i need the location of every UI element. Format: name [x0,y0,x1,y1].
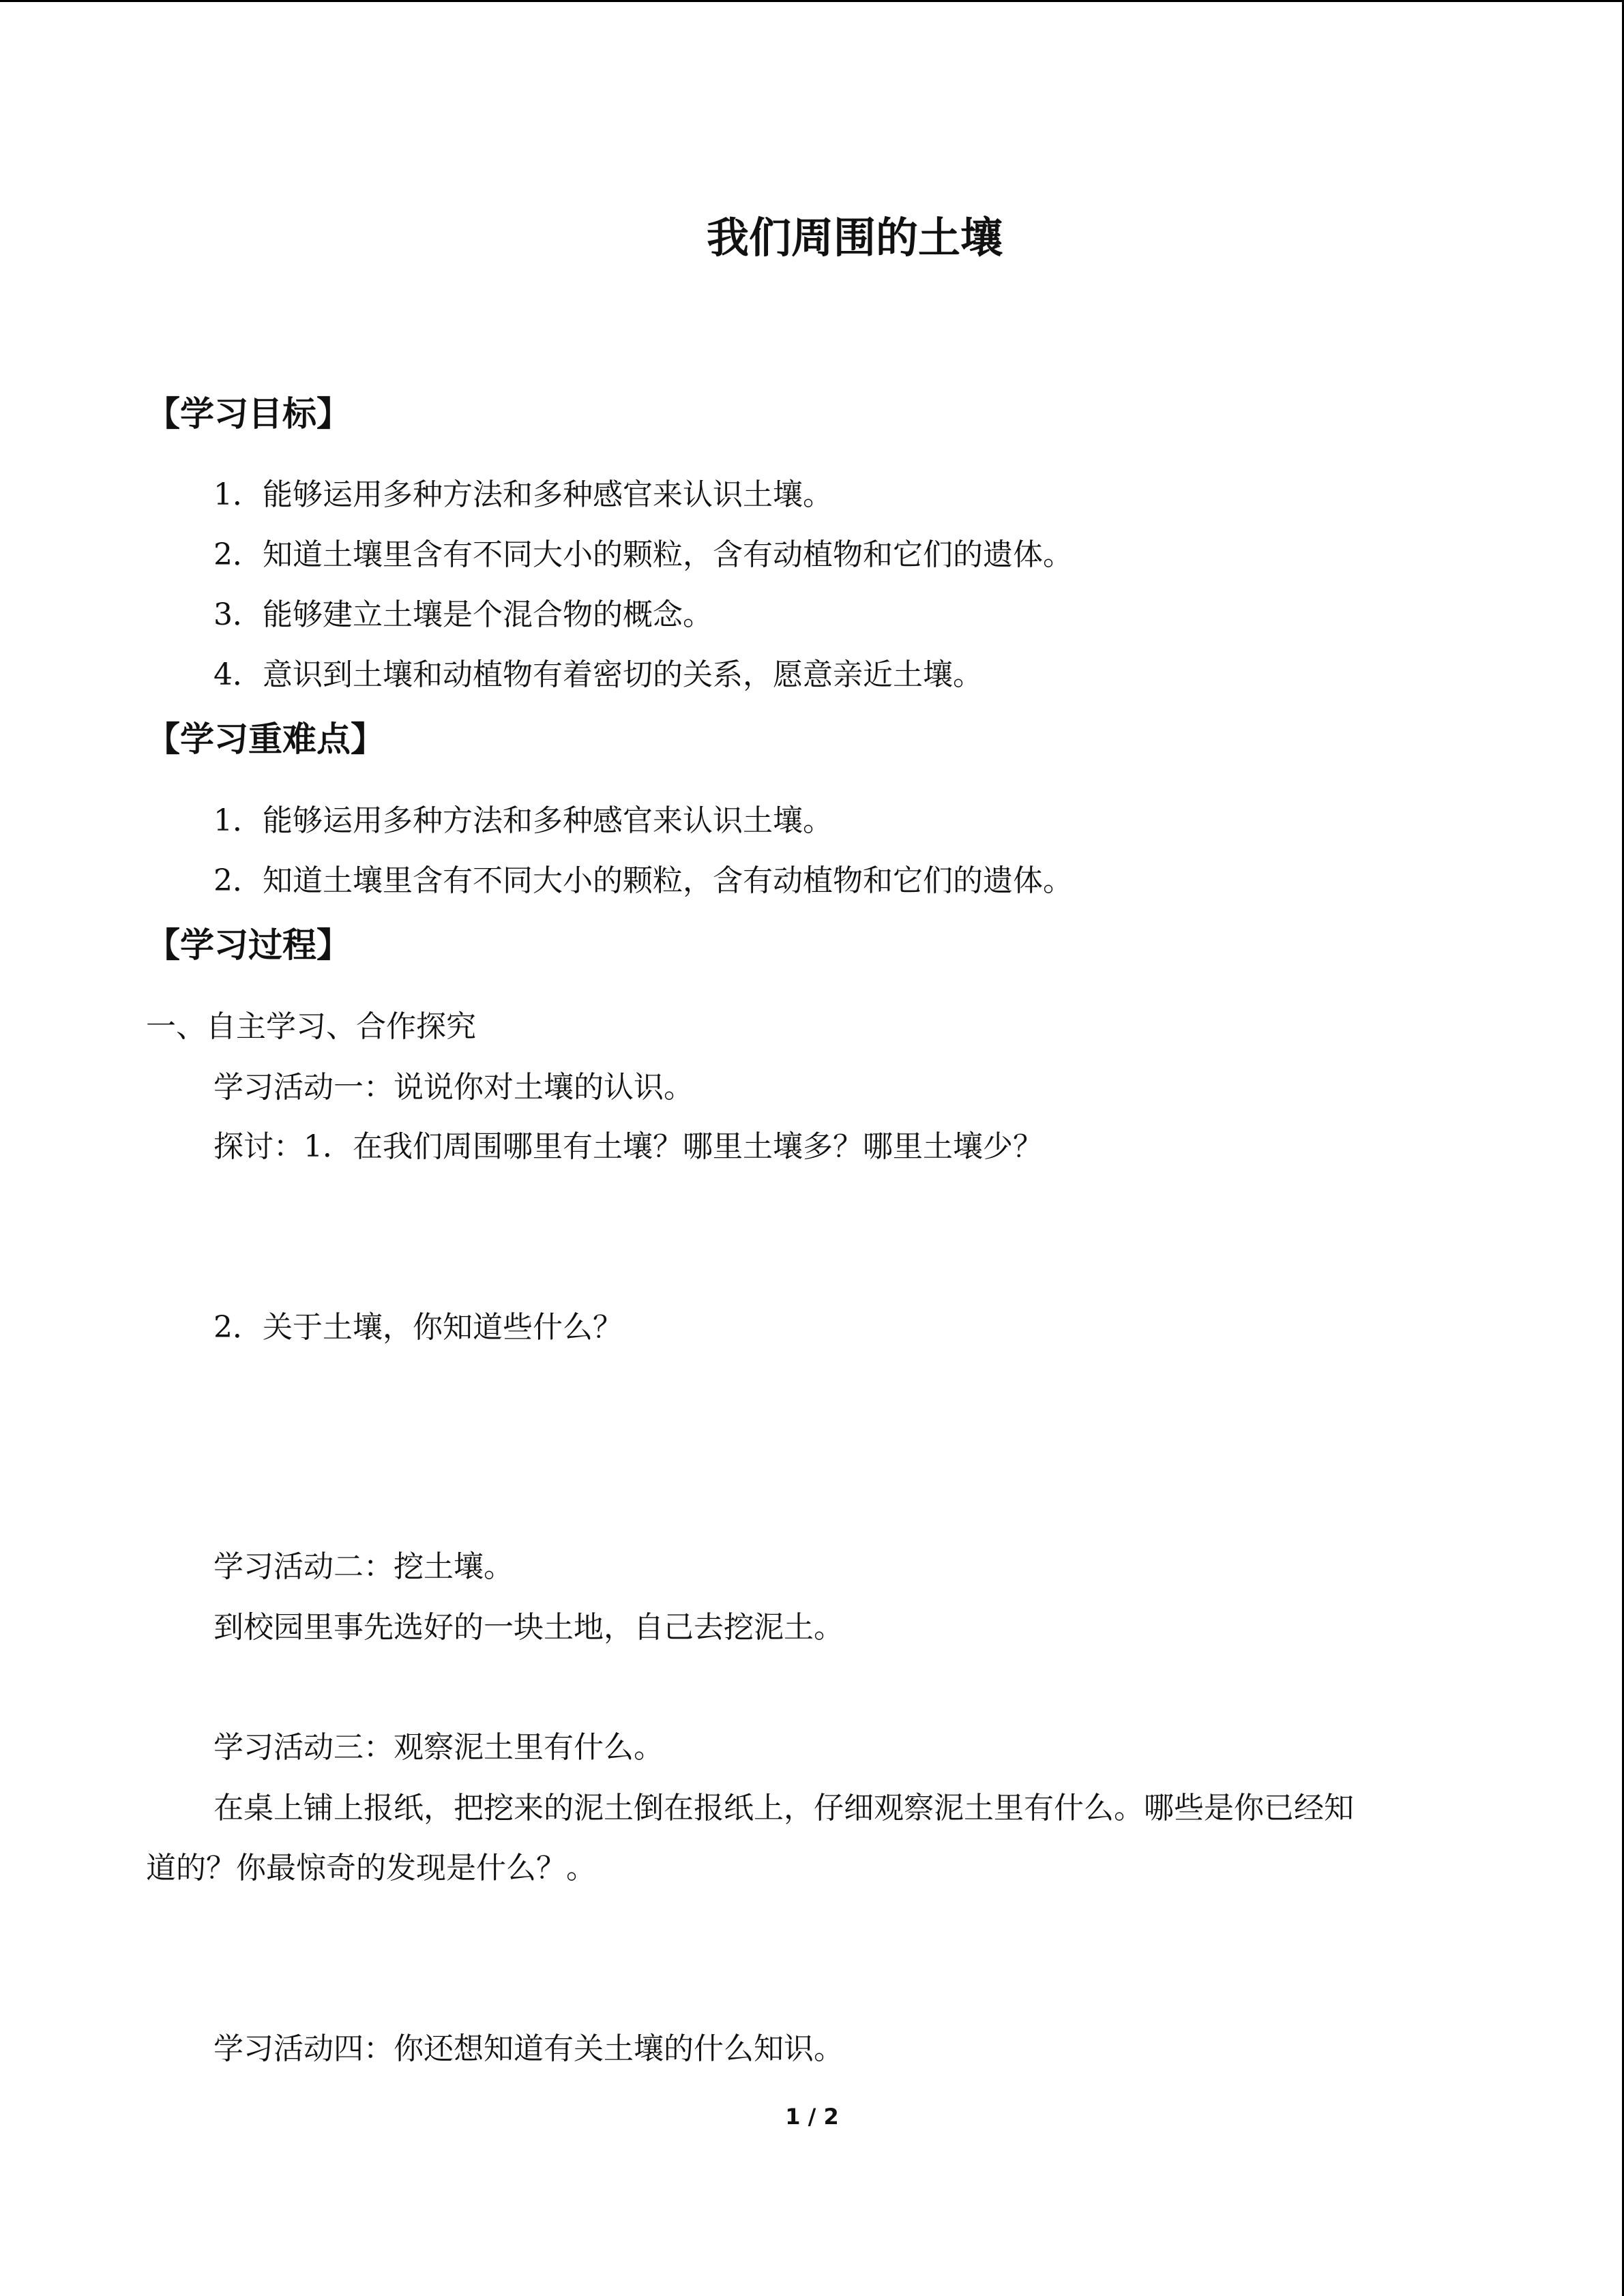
page-border-top [0,0,1624,2]
section-heading-process: 【学习过程】 [146,925,351,965]
activity-2-description: 到校园里事先选好的一块土地，自己去挖泥土。 [213,1610,844,1645]
activity-4: 学习活动四：你还想知道有关土壤的什么知识。 [213,2031,844,2066]
key-point-item-1: 1．能够运用多种方法和多种感官来认识土壤。 [213,803,833,838]
section-heading-key-points: 【学习重难点】 [146,719,385,759]
objective-item-2: 2．知道土壤里含有不同大小的颗粒，含有动植物和它们的遗体。 [213,537,1073,572]
activity-3-description-line-2: 道的？你最惊奇的发现是什么？。 [146,1851,596,1885]
objective-item-1: 1．能够运用多种方法和多种感官来认识土壤。 [213,477,833,512]
section-heading-objectives: 【学习目标】 [146,394,351,434]
activity-1-question-2: 2．关于土壤，你知道些什么？ [213,1310,623,1345]
activity-3: 学习活动三：观察泥土里有什么。 [213,1730,664,1765]
process-part1-heading: 一、自主学习、合作探究 [146,1009,476,1044]
objective-item-4: 4．意识到土壤和动植物有着密切的关系，愿意亲近土壤。 [213,657,983,692]
document-title: 我们周围的土壤 [706,213,1003,263]
activity-3-description-line-1: 在桌上铺上报纸，把挖来的泥土倒在报纸上，仔细观察泥土里有什么。哪些是你已经知 [213,1791,1354,1825]
activity-1-question-1: 探讨：1．在我们周围哪里有土壤？哪里土壤多？哪里土壤少？ [213,1129,1043,1164]
activity-1: 学习活动一：说说你对土壤的认识。 [213,1070,694,1105]
objective-item-3: 3．能够建立土壤是个混合物的概念。 [213,597,713,632]
key-point-item-2: 2．知道土壤里含有不同大小的颗粒，含有动植物和它们的遗体。 [213,863,1073,898]
activity-2: 学习活动二：挖土壤。 [213,1549,514,1584]
page-number: 1 / 2 [785,2104,839,2130]
